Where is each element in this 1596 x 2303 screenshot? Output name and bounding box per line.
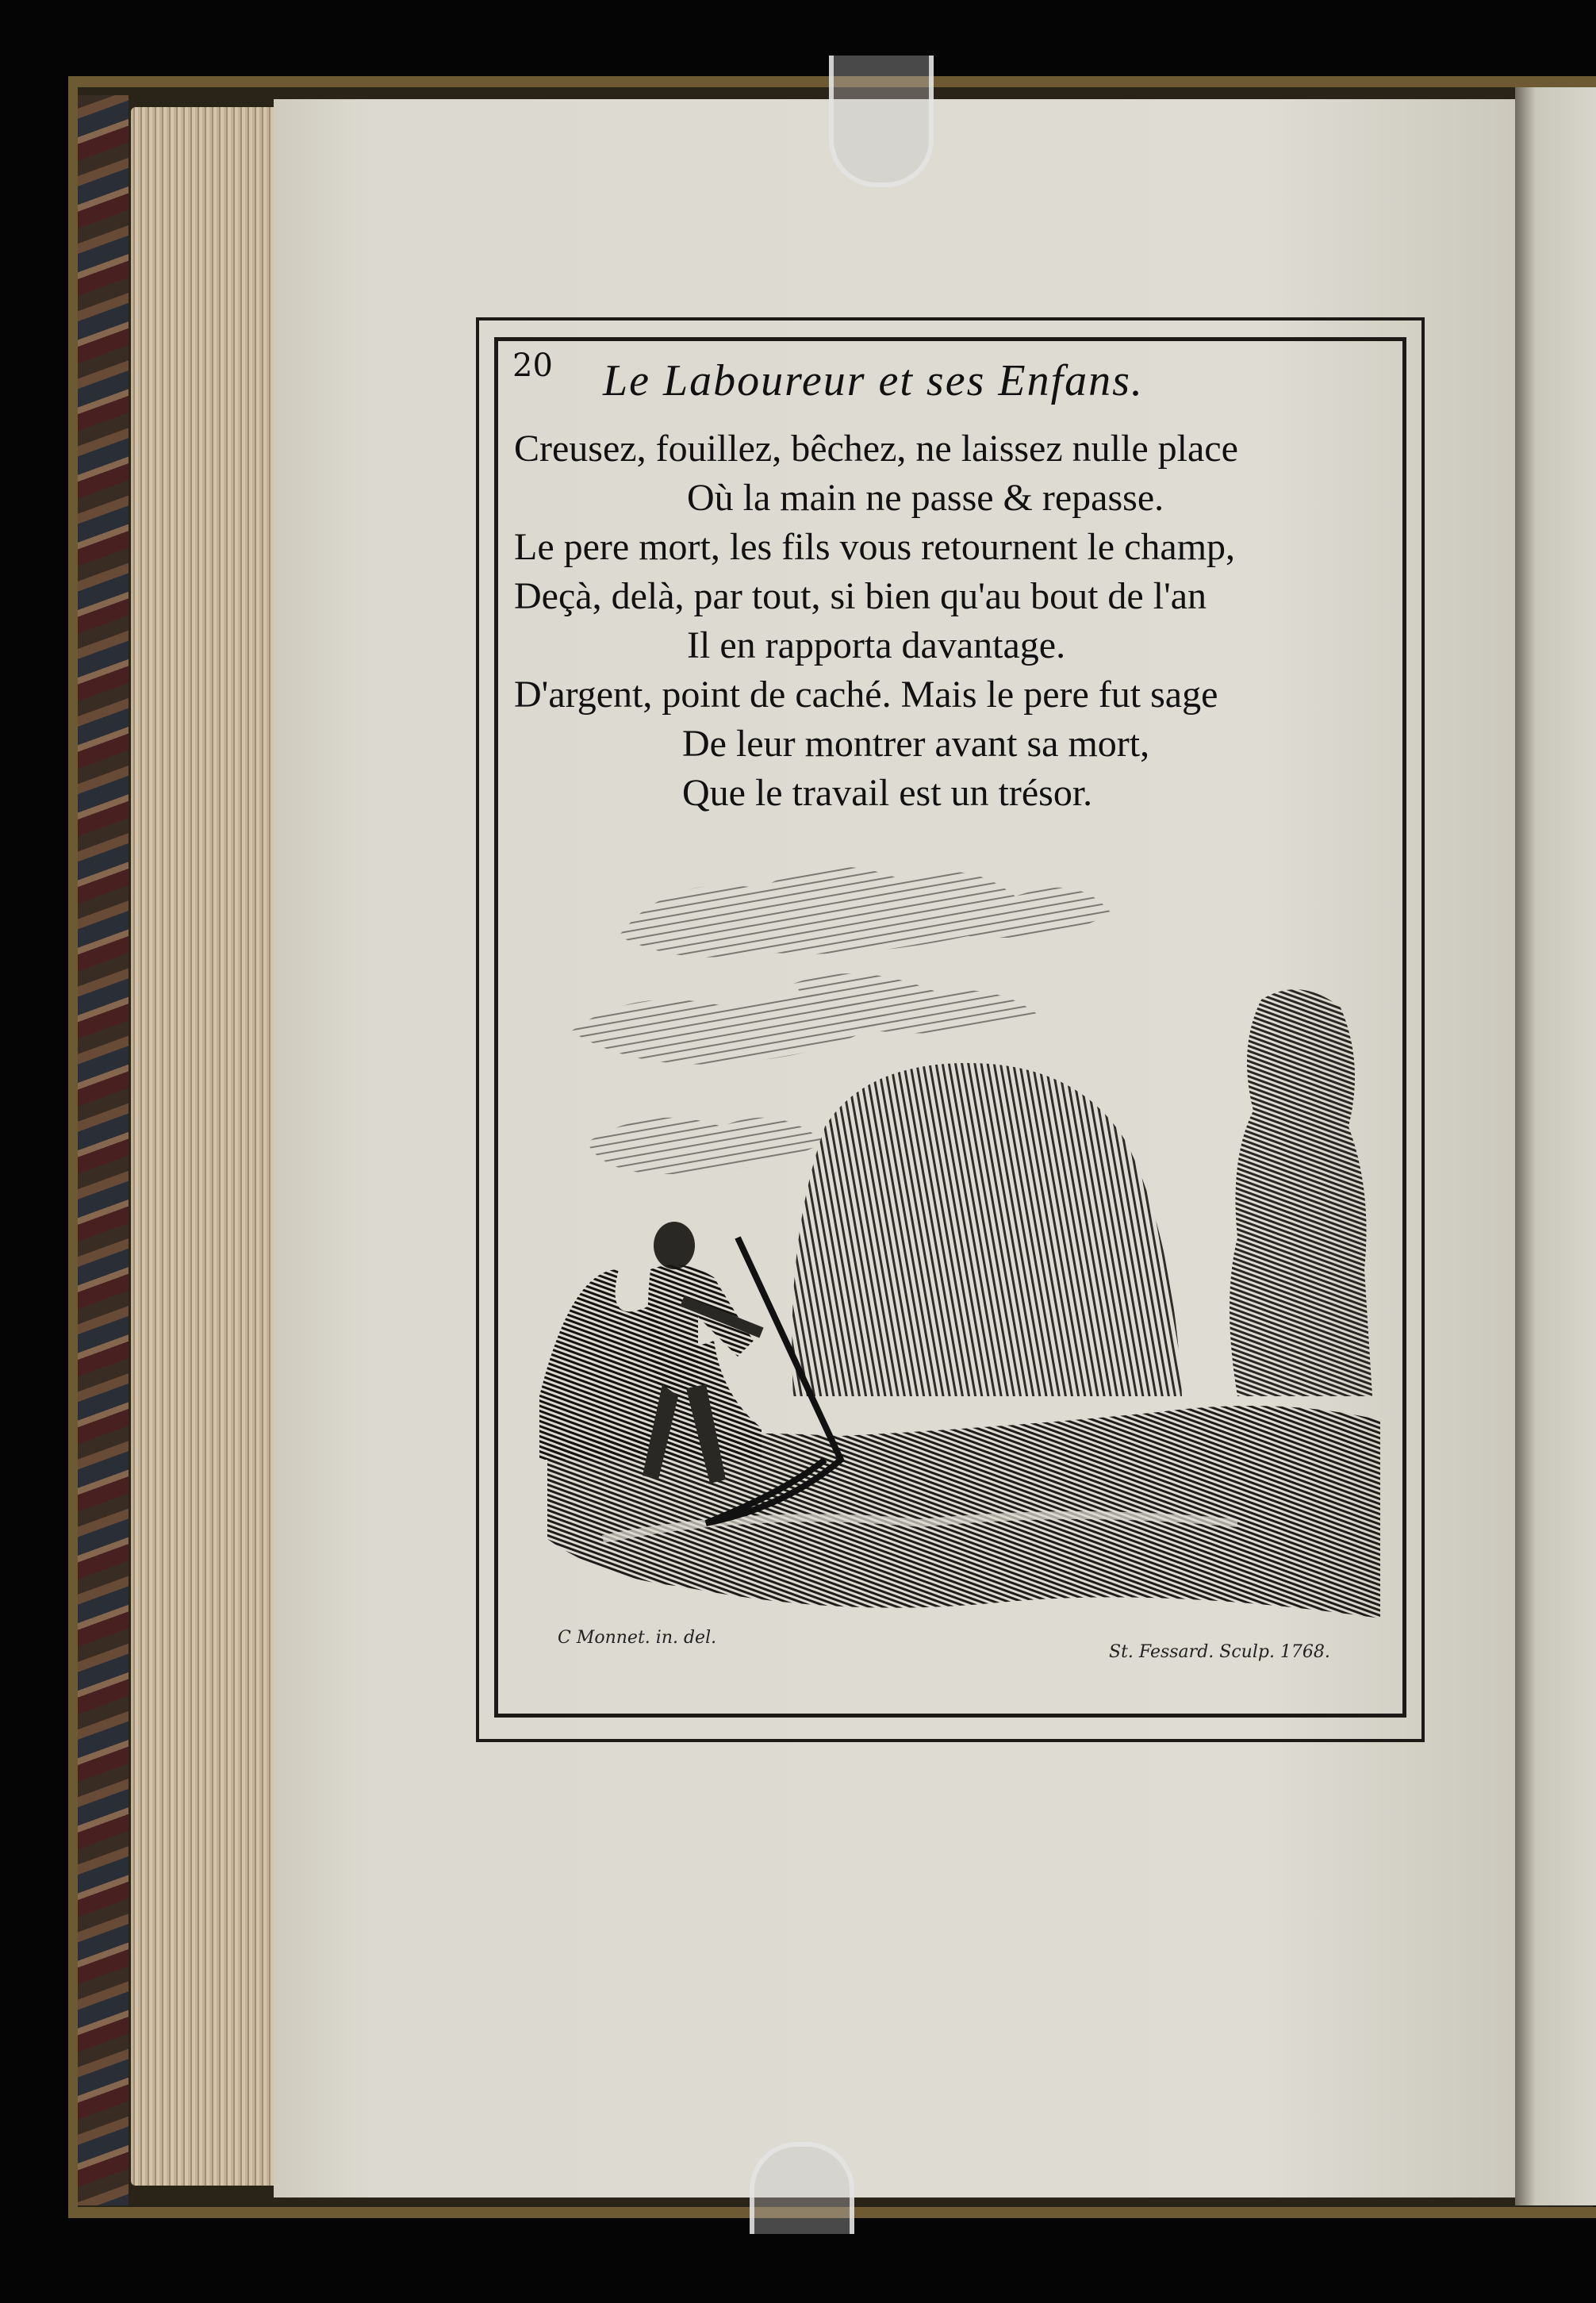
page-number: 20 — [512, 347, 553, 384]
page-clip-top — [829, 56, 934, 187]
fable-title: Le Laboureur et ses Enfans. — [603, 356, 1144, 405]
ground — [547, 1406, 1380, 1618]
page-clip-bottom — [750, 2142, 854, 2234]
verse-line: Il en rapporta davantage. — [687, 624, 1066, 666]
marbled-cover-edge — [73, 95, 129, 2205]
verse-block — [514, 424, 1387, 818]
haystack — [792, 1063, 1182, 1396]
verse-line: De leur montrer avant sa mort, — [682, 723, 1150, 765]
verse-line: Que le travail est un trésor. — [682, 772, 1093, 814]
verse-line: Où la main ne passe & repasse. — [687, 477, 1164, 519]
verse-line: D'argent, point de caché. Mais le pere fut sage — [514, 674, 1218, 716]
verse-line: Le pere mort, les fils vous retournent le champ, — [514, 526, 1236, 568]
engraver-signature: St. Fessard. Sculp. 1768. — [1109, 1642, 1330, 1662]
designer-signature: C Monnet. in. del. — [558, 1628, 717, 1648]
tree-mass — [1230, 989, 1372, 1396]
verse-line: Deçà, delà, par tout, si bien qu'au bout de l'an — [514, 575, 1207, 617]
verse-line: Creusez, fouillez, bêchez, ne laissez nulle place — [514, 428, 1238, 470]
facing-page-edge — [1515, 87, 1596, 2205]
page-block-edges — [131, 107, 290, 2186]
engraving-illustration — [524, 825, 1396, 1666]
